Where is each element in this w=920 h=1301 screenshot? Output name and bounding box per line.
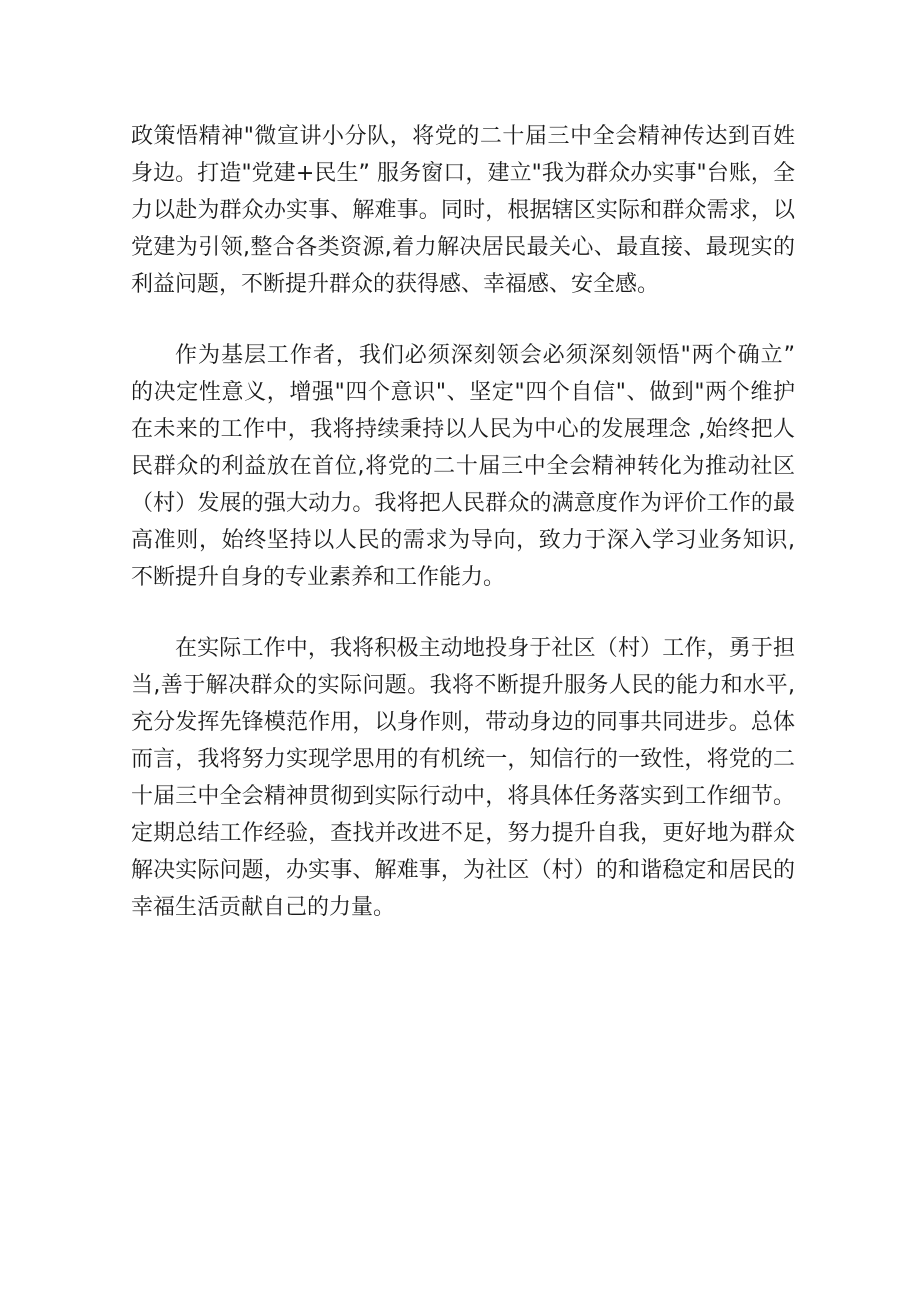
paragraph-3: 在实际工作中，我将积极主动地投身于社区（村）工作，勇于担当,善于解决群众的实际问题。我将不断提升服务人民的能力和水平,充分发挥先锋模范作用，以身作则，带动身边的同事共同进步。总体而言，我将努力实现学思用的有机统一，知信行的一致性，将党的二十届三中全会精神贯彻到实际行动中，将具体任务落实到工作细节。定期总结工作经验，查找并改进不足，努力提升自我，更好地为群众解决实际问题，办实事、解难事，为社区（村）的和谐稳定和居民的幸福生活贡献自己的力量。	[131, 636, 795, 920]
paragraph-1: 政策悟精神"微宣讲小分队，将党的二十届三中全会精神传达到百姓身边。打造"党建+民生” 服务窗口，建立"我为群众办实事"台账，全力以赴为群众办实事、解难事。同时，根据辖区实际和群众需求，以党建为引领,整合各类资源,着力解决居民最关心、最直接、最现实的利益问题，不断提升群众的获得感、幸福感、安全感。	[131, 124, 795, 297]
document-body	[131, 118, 795, 926]
paragraph-2: 作为基层工作者，我们必须深刻领会必须深刻领悟"两个确立” 的决定性意义，增强"四个意识"、坚定"四个自信"、做到"两个维护在未来的工作中，我将持续秉持以人民为中心的发展理念 ,始终把人民群众的利益放在首位,将党的二十届三中全会精神转化为推动社区（村）发展的强大动力。我将把人民群众的满意度作为评价工作的最高准则，始终坚持以人民的需求为导向，致力于深入学习业务知识,不断提升自身的专业素养和工作能力。	[131, 343, 795, 590]
